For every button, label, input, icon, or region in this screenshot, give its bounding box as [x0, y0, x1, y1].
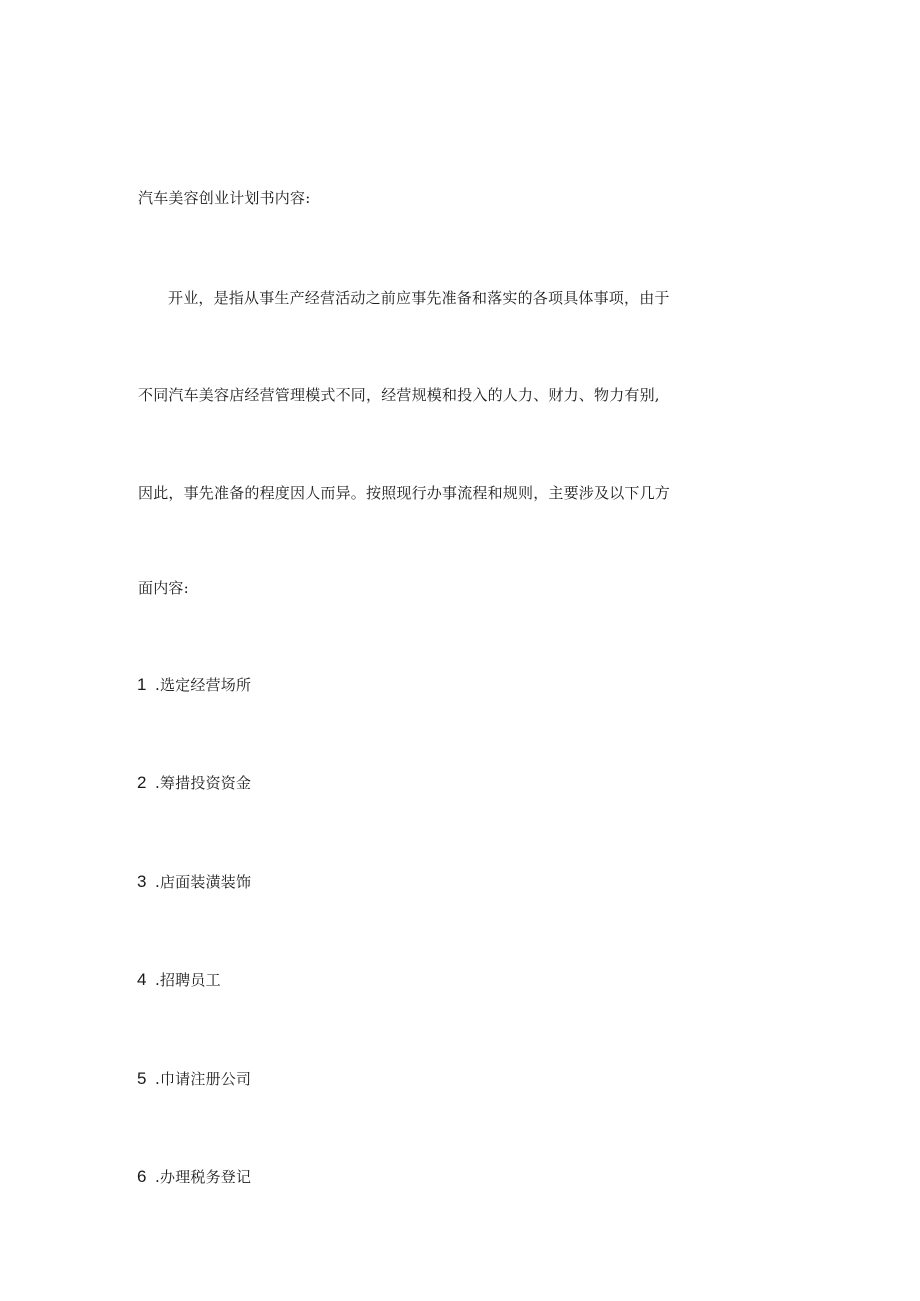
- list-item: [137, 674, 251, 696]
- paragraph-line-2: 不同汽车美容店经营管理模式不同，经营规模和投入的人力、财力、物力有别,: [138, 386, 660, 404]
- list-item-text: .选定经营场所: [155, 676, 252, 694]
- paragraph-line-4: 面内容:: [138, 579, 189, 597]
- paragraph-line-1: 开业，是指从事生产经营活动之前应事先准备和落实的各项具体事项，由于: [168, 289, 670, 307]
- list-item-number: 3: [137, 872, 147, 891]
- list-item-number: 1: [137, 675, 147, 694]
- list-item: [137, 969, 221, 991]
- list-item: [137, 1068, 251, 1090]
- paragraph-line-3: 因此，事先准备的程度因人而异。按照现行办事流程和规则，主要涉及以下几方: [138, 484, 671, 502]
- list-item-number: 6: [137, 1167, 147, 1186]
- list-item: [137, 1166, 251, 1188]
- list-item-number: 4: [137, 970, 147, 989]
- list-item-text: .招聘员工: [155, 971, 221, 989]
- list-item-text: .店面装潢装饰: [155, 873, 252, 891]
- list-item-text: .巾请注册公司: [155, 1070, 252, 1088]
- list-item: [137, 871, 251, 893]
- list-item-number: 2: [137, 773, 147, 792]
- list-item-number: 5: [137, 1069, 147, 1088]
- document-heading: 汽车美容创业计划书内容:: [138, 189, 311, 207]
- list-item: [137, 772, 251, 794]
- list-item-text: .筹措投资资金: [155, 774, 252, 792]
- list-item-text: .办理税务登记: [155, 1168, 252, 1186]
